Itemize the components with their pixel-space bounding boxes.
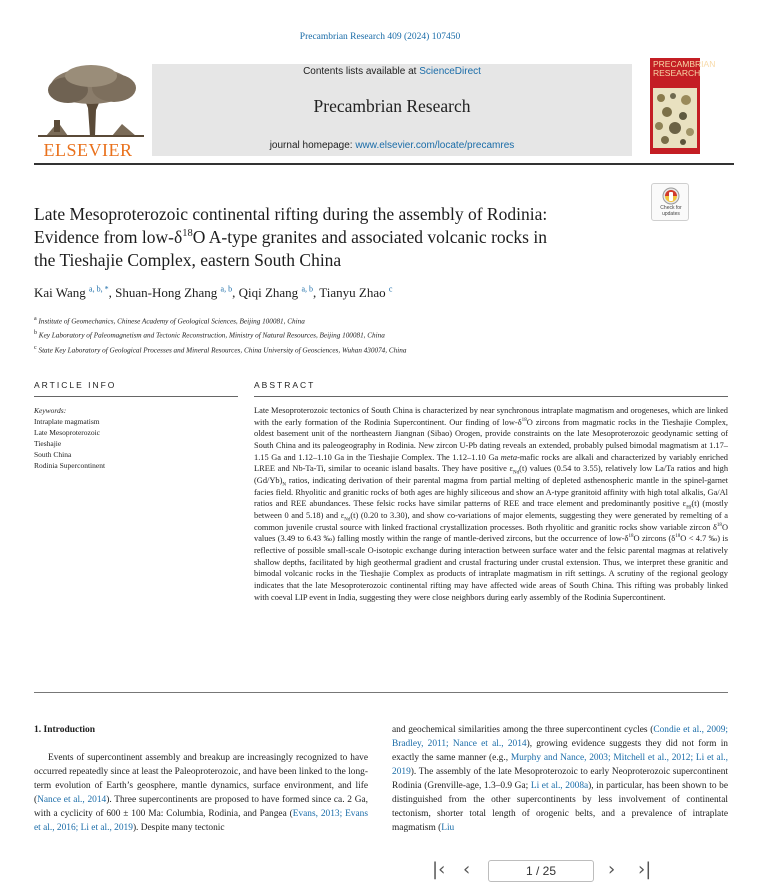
affiliation-item — [34, 342, 674, 356]
page-number-field[interactable]: 1 / 25 — [488, 860, 594, 882]
check-for-updates-label: Check for updates — [660, 205, 682, 217]
affiliation-item — [34, 327, 674, 341]
abstract-text — [254, 405, 728, 603]
article-title — [34, 203, 644, 272]
elsevier-wordmark: ELSEVIER — [43, 140, 133, 160]
pdf-page-navigation — [0, 856, 780, 886]
abstract-sup: 18 — [675, 534, 681, 540]
keyword-item: Rodinia Supercontinent — [34, 461, 106, 470]
abstract-part: (t) (mostly between 0 and 5.18) and ε — [254, 499, 729, 520]
abstract-sub: Nd — [344, 517, 351, 523]
abstract-part: (t) (0.20 to 3.30), and show co-variations of major elements, suggesting they were generated by remelting of a common juvenile crustal source with linked fractional crystallization processes. Both rhyolitic and granitic rocks show variable zircon δ — [254, 510, 728, 532]
abstract-part: O zircons (δ — [633, 534, 676, 544]
author-name[interactable]: Tianyu Zhao — [319, 285, 386, 300]
body-text: ). The assembly of the late Mesoproterozoic to early Neoproterozoic supercontinent Rodinia (Grenville-age, 1.3–0.9 Ga; — [392, 767, 728, 791]
journal-banner — [152, 64, 632, 156]
title-line-1: Late Mesoproterozoic continental rifting during the assembly of Rodinia: — [34, 204, 548, 224]
body-text: ). Despite many tectonic — [132, 823, 225, 833]
author-name[interactable]: Qiqi Zhang — [238, 285, 299, 300]
elsevier-tree-icon — [38, 64, 144, 138]
journal-homepage-link[interactable]: www.elsevier.com/locate/precamres — [355, 140, 515, 151]
author-list: Kai Wang $^{a, b, *}$, Shuan-Hong Zhang $^{a, b}$, Qiqi Zhang $^{a, b}$, Tianyu Zhao $^c$ — [34, 284, 393, 300]
author-affiliation-marker[interactable]: a, b — [220, 284, 233, 294]
article-info-heading: ARTICLE INFO — [34, 380, 117, 390]
abstract-heading: ABSTRACT — [254, 380, 316, 390]
body-column-right — [392, 723, 728, 851]
body-text: ), growing evidence suggests they did not form in exactly the same manner (e.g., — [392, 739, 728, 763]
abstract-divider — [254, 396, 728, 397]
body-text: and geochemical similarities among the three supercontinent cycles ( — [392, 725, 654, 735]
check-for-updates-icon — [662, 187, 680, 205]
body-text: ). Three supercontinents are proposed to have formed since ca. 2 Ga, with a cyclicity of 600 ± 100 Ma: Columbia, Rodinia, and Pangea ( — [34, 795, 368, 819]
title-line-2-a: Evidence from low-δ — [34, 227, 183, 247]
abstract-sup: 18 — [521, 417, 527, 423]
affiliation-list — [34, 313, 674, 356]
affiliation-marker: a — [34, 316, 37, 322]
abstract-sub: N — [282, 482, 287, 488]
abstract-part: O < 4.7 ‰) is reflective of possible small-scale O-isotopic exchange during interaction between surface water and the felsic parental magmas at relatively shallow depths, facilitated by high geothermal gradient and crustal fracturing under crustal extension. Thus, we interpret these granitic and bimodal volcanic rocks in the Tieshajie Complex as products of intraplate magmatism in rift settings. A scrutiny of the regional geology indicates that the late Mesoproterozoic continental rifting may have affected wide areas of South China. This rifting was probably linked with coeval LIP event in India, suggesting they were close neighbors during early assembly of the Rodinia Supercontinent. — [254, 534, 729, 602]
abstract-part: ratios, indicating derivation of their parental magma from partial melting of depleted asthenospheric mantle in the spinel-garnet facies field. Rhyolitic and granitic rocks of both ages are highly siliceous and show an A-type granitoid affinity with high total alkalis, Ga/Al ratios and REE abundances. These felsic rocks have similar patterns of REE and trace element and predominantly positive ε — [254, 475, 728, 509]
body-column-left — [34, 751, 368, 851]
cover-title: PRECAMBRIAN RESEARCH — [653, 59, 716, 78]
keyword-item: Intraplate magmatism — [34, 417, 100, 426]
abstract-italic: meta — [500, 452, 518, 462]
next-page-icon[interactable]: › — [608, 859, 616, 880]
keyword-item: South China — [34, 450, 72, 459]
citation-link[interactable]: Evans, 2013; Evans et al., 2016; Li et al., 2019 — [34, 809, 368, 833]
article-info-divider — [34, 396, 238, 397]
check-for-updates-button[interactable] — [651, 183, 689, 221]
affiliation-text: State Key Laboratory of Geological Processes and Mineral Resources, China University of Geosciences, Wuhan 430074, China — [38, 346, 407, 355]
title-line-2-sup: 18 — [182, 228, 193, 240]
abstract-part: Late Mesoproterozoic tectonics of South China is characterized by near synchronous intraplate magmatism and orogeneses, which are linked with the early formation of the Rodinia Supercontinent. Our finding of low-δ — [254, 406, 728, 427]
affiliation-text: Key Laboratory of Paleomagnetism and Tectonic Reconstruction, Ministry of Natural Resources, Beijing 100081, China — [38, 331, 385, 340]
last-page-icon[interactable]: ›| — [638, 859, 652, 880]
journal-title: Precambrian Research — [313, 96, 471, 116]
citation-link[interactable]: Li et al., 2008a — [530, 781, 589, 791]
affiliation-marker: b — [34, 330, 37, 337]
keywords-label: Keywords: — [34, 406, 67, 415]
author-affiliation-marker[interactable]: a, b, * — [89, 284, 109, 294]
title-line-3: the Tieshajie Complex, eastern South China — [34, 250, 342, 270]
abstract-sup: 18 — [628, 534, 634, 540]
abstract-part: O values (3.49 to 6.43 ‰) falling mostly within the range of mantle-derived zircons, but the occurrence of low-δ — [254, 522, 728, 544]
abstract-part: O zircons from magmatic rocks in the Tieshajie Complex, oldest basement unit of the northeastern Jiangnan (Sibao) Orogen, provide constraints on the late Mesoproterozoic geodynamic setting of South China and its paleogeography in Rodinia. New zircon U-Pb dating reveals an extended, probably pulsed bimodal magmatism at 1.17–1.15 Ga and 1.12–1.10 Ga in the Tieshajie Complex. The 1.12–1.10 Ga — [254, 417, 728, 462]
citation-link[interactable]: Condie et al., 2009; Bradley, 2011; Nance et al., 2014 — [392, 725, 728, 749]
abstract-sup: 18 — [716, 522, 722, 528]
keyword-item: Tieshajie — [34, 439, 62, 448]
introduction-heading: 1. Introduction — [34, 725, 96, 735]
title-line-2-b: O A-type granites and associated volcanic rocks in — [192, 227, 547, 247]
author-name[interactable]: Shuan-Hong Zhang — [115, 285, 218, 300]
homepage-prefix: journal homepage: — [269, 140, 356, 151]
author-affiliation-marker[interactable]: a, b — [301, 284, 313, 294]
journal-cover-thumbnail[interactable] — [650, 58, 716, 154]
journal-masthead — [30, 58, 716, 160]
citation-link[interactable]: Murphy and Nance, 2003; Mitchell et al., 2012; Li et al., 2019 — [392, 753, 728, 777]
abstract-part: -mafic rocks are alkali and characterized by variably enriched LREE and Nb-Ta-Ti, similar to oceanic island basalts. They have positive ε — [254, 452, 728, 474]
header-divider — [34, 163, 734, 165]
author-affiliation-marker[interactable]: c — [388, 284, 393, 294]
body-text: ), in particular, has been shown to be distinguished from the other supercontinents by less involvement of continental tectonism, shorter total length of orogenic belts, and a prevalence of intraplate magmatism ( — [392, 781, 728, 833]
elsevier-logo[interactable] — [32, 64, 144, 160]
first-page-icon[interactable]: |‹ — [432, 859, 446, 880]
abstract-sub: Nd — [513, 470, 520, 476]
homepage-line — [152, 140, 632, 151]
author-name[interactable]: Kai Wang — [34, 285, 86, 300]
keywords-block — [34, 405, 234, 471]
prev-page-icon[interactable]: ‹ — [463, 859, 471, 880]
sciencedirect-link[interactable]: ScienceDirect — [419, 66, 481, 77]
citation-link[interactable]: Nance et al., 2014 — [37, 795, 107, 805]
keyword-item: Late Mesoproterozoic — [34, 428, 101, 437]
contents-line — [152, 66, 632, 77]
cover-photo-icon — [653, 88, 697, 148]
citation-link[interactable]: Liu — [441, 823, 455, 833]
contents-prefix: Contents lists available at — [303, 66, 420, 77]
journal-citation-link[interactable]: Precambrian Research 409 (2024) 107450 — [299, 32, 461, 42]
body-text: Events of supercontinent assembly and breakup are increasingly recognized to have occurred repeatedly since at least the Paleoproterozoic, and have been linked to the long-term evolution of Earth’s geosphere, mantle dynamics, surface environment, and life ( — [34, 753, 368, 805]
affiliation-text: Institute of Geomechanics, Chinese Academy of Geological Sciences, Beijing 100081, China — [38, 317, 305, 326]
abstract-part: (t) values (0.54 to 3.55), relatively low La/Ta ratios and high (Gd/Yb) — [254, 464, 729, 485]
affiliation-item — [34, 313, 674, 327]
abstract-sub: Hf — [686, 505, 692, 511]
abstract-bottom-divider — [34, 692, 728, 693]
affiliation-marker: c — [34, 344, 37, 351]
